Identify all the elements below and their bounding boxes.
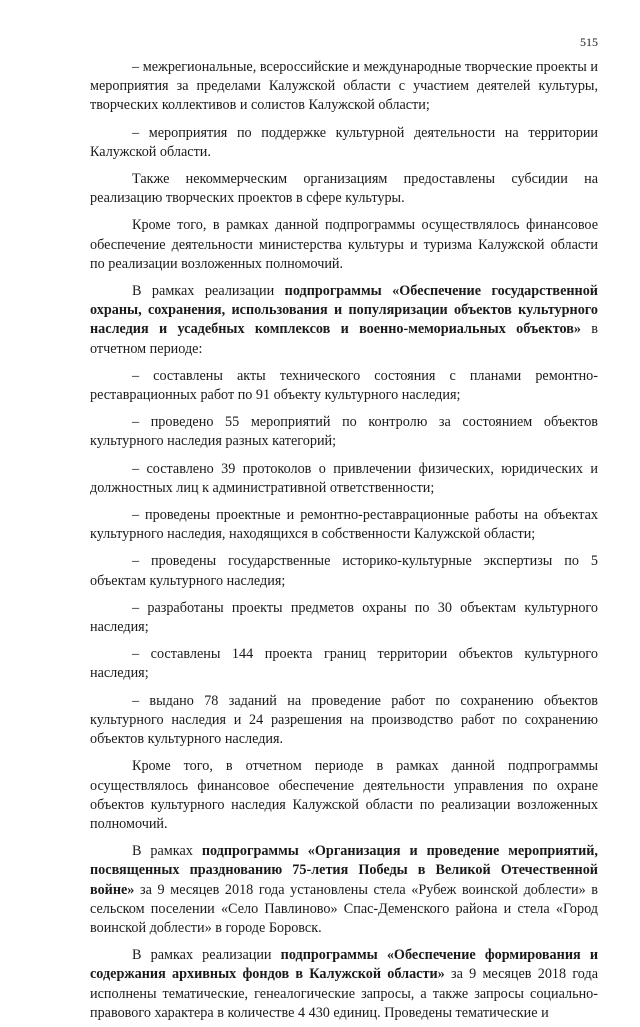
paragraph: Также некоммерческим организациям предоставлены субсидии на реализацию творческих проектов в сфере культуры. bbox=[90, 171, 598, 207]
list-item: – проведены государственные историко-культурные экспертизы по 5 объектам культурного наследия; bbox=[90, 553, 598, 589]
paragraph: Кроме того, в отчетном периоде в рамках данной подпрограммы осуществлялось финансовое обеспечение деятельности управления по охране объектов культурного наследия Калужской области по реализации возложенных полномочий. bbox=[90, 758, 598, 832]
paragraph-text: в отчетном периоде: bbox=[90, 321, 599, 357]
paragraph-text: В рамках bbox=[132, 843, 202, 860]
paragraph-text: В рамках реализации bbox=[132, 947, 281, 964]
paragraph: – мероприятия по поддержке культурной деятельности на территории Калужской области. bbox=[90, 124, 598, 160]
list-item: – проведены проектные и ремонтно-реставрационные работы на объектах культурного наследия, находящихся в собственности Калужской области; bbox=[90, 507, 598, 543]
paragraph bbox=[90, 282, 598, 359]
subprogram-title: подпрограммы «Обеспечение государственной охраны, сохранения, использования и популяризации объектов культурного наследия и усадебных комплексов и военно-мемориальных объектов» bbox=[90, 283, 598, 338]
list-item: – составлены акты технического состояния с планами ремонтно-реставрационных работ по 91 объекту культурного наследия; bbox=[90, 367, 598, 404]
list-item: – выдано 78 заданий на проведение работ по сохранению объектов культурного наследия и 24 разрешения на производство работ по сохранению объектов культурного наследия. bbox=[90, 692, 598, 748]
page-number: 515 bbox=[580, 35, 598, 49]
paragraph bbox=[90, 946, 598, 1023]
paragraph-text: за 9 месяцев 2018 года установлены стела «Рубеж воинской доблести» в сельском поселении «Село Павлиново» Спас-Деменского района и стела «Город воинской доблести» в городе Боровск. bbox=[90, 881, 598, 936]
paragraph-text: за 9 месяцев 2018 года исполнены тематические, генеалогические запросы, а также запросы социально-правового характера в количестве 4 430 единиц. Проведены тематические и bbox=[90, 966, 599, 1021]
list-item: – разработаны проекты предметов охраны по 30 объектам культурного наследия; bbox=[90, 599, 598, 636]
list-item: – составлено 39 протоколов о привлечении физических, юридических и должностных лиц к административной ответственности; bbox=[90, 460, 598, 496]
list-item: – проведено 55 мероприятий по контролю за состоянием объектов культурного наследия разных категорий; bbox=[90, 414, 598, 450]
paragraph: – межрегиональные, всероссийские и международные творческие проекты и мероприятия за пределами Калужской области с участием деятелей культуры, творческих коллективов и солистов Калужской области; bbox=[90, 59, 598, 114]
paragraph-text: В рамках реализации bbox=[132, 283, 285, 300]
subprogram-title: подпрограммы «Организация и проведение мероприятий, посвященных празднованию 75-летия Победы в Великой Отечественной войне» bbox=[90, 843, 598, 898]
list-item: – составлены 144 проекта границ территории объектов культурного наследия; bbox=[90, 646, 598, 682]
paragraph: Кроме того, в рамках данной подпрограммы осуществлялось финансовое обеспечение деятельности министерства культуры и туризма Калужской области по реализации возложенных полномочий. bbox=[90, 217, 598, 272]
paragraph bbox=[90, 842, 598, 938]
subprogram-title: подпрограммы «Обеспечение формирования и содержания архивных фондов в Калужской области» bbox=[90, 947, 598, 983]
document-body bbox=[90, 58, 598, 1027]
